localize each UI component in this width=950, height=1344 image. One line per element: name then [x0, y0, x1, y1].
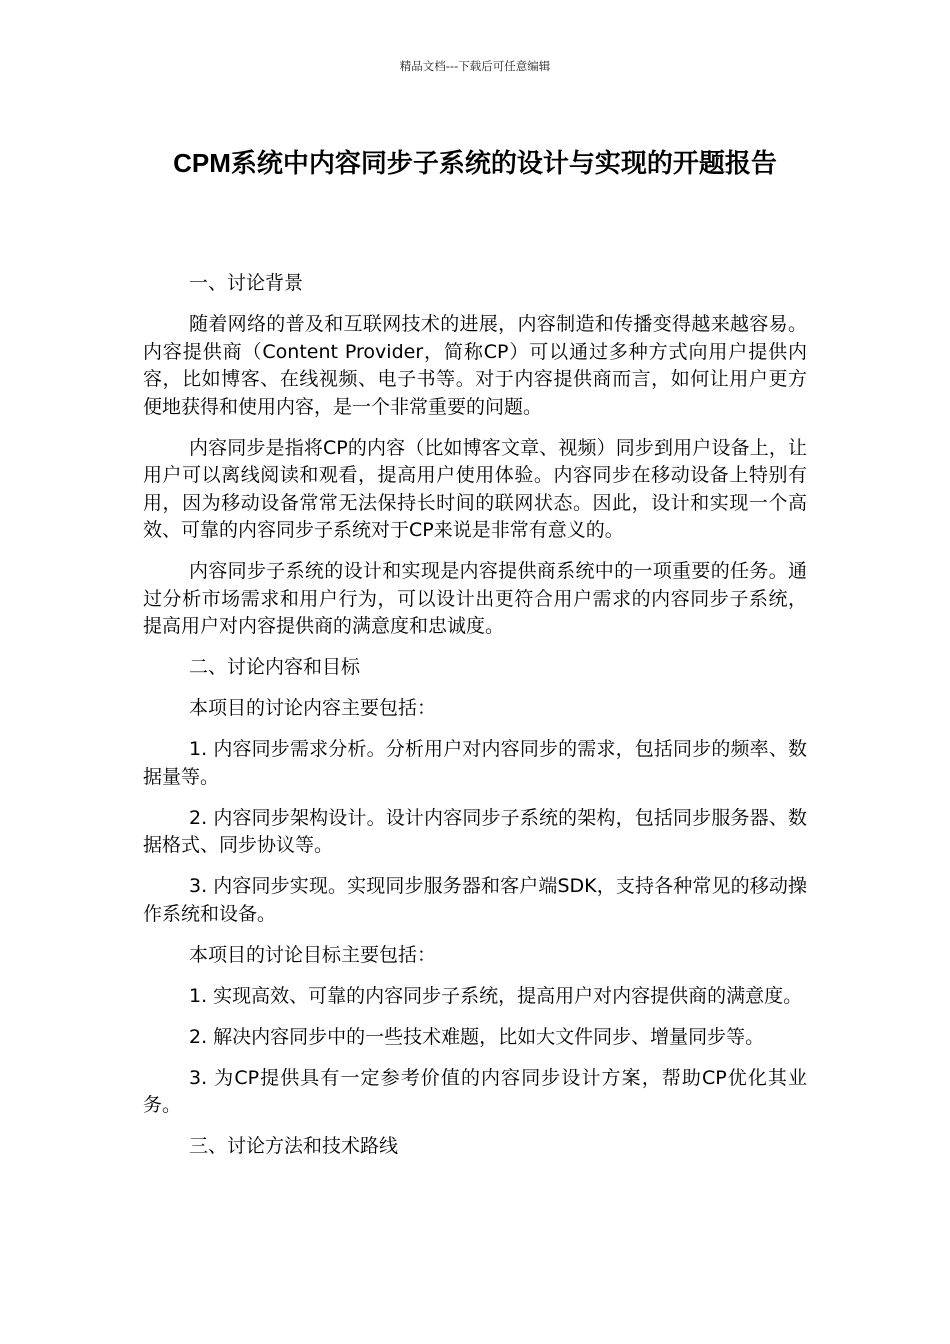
document-title: CPM系统中内容同步子系统的设计与实现的开题报告 [173, 148, 777, 178]
header-note: 精品文档---下载后可任意编辑 [399, 59, 551, 73]
document-body [143, 270, 807, 1174]
section-heading-content-goals: 二、讨论内容和目标 [189, 656, 361, 678]
list-item: 2. 内容同步架构设计。设计内容同步子系统的架构，包括同步服务器、数据格式、同步协议等。 [143, 806, 807, 856]
paragraph: 本项目的讨论内容主要包括： [189, 697, 437, 719]
paragraph: 本项目的讨论目标主要包括： [189, 943, 437, 966]
list-item: 3. 为CP提供具有一定参考价值的内容同步设计方案，帮助CP优化其业务。 [143, 1066, 807, 1116]
paragraph: 内容同步是指将CP的内容（比如博客文章、视频）同步到用户设备上，让用户可以离线阅读和观看，提高用户使用体验。内容同步在移动设备上特别有用，因为移动设备常常无法保持长时间的联网状态。因此，设计和实现一个高效、可靠的内容同步子系统对于CP来说是非常有意义的。 [143, 436, 807, 541]
list-item: 3. 内容同步实现。实现同步服务器和客户端SDK，支持各种常见的移动操作系统和设备。 [143, 875, 807, 925]
list-item: 1. 内容同步需求分析。分析用户对内容同步的需求，包括同步的频率、数据量等。 [143, 738, 807, 788]
list-item: 2. 解决内容同步中的一些技术难题，比如大文件同步、增量同步等。 [189, 1025, 765, 1048]
list-item: 1. 实现高效、可靠的内容同步子系统，提高用户对内容提供商的满意度。 [189, 984, 803, 1007]
section-heading-methods: 三、讨论方法和技术路线 [189, 1135, 399, 1157]
section-heading-background: 一、讨论背景 [189, 272, 304, 294]
paragraph: 内容同步子系统的设计和实现是内容提供商系统中的一项重要的任务。通过分析市场需求和用户行为，可以设计出更符合用户需求的内容同步子系统，提高用户对内容提供商的满意度和忠诚度。 [143, 560, 807, 637]
paragraph: 随着网络的普及和互联网技术的进展，内容制造和传播变得越来越容易。内容提供商（Content Provider，简称CP）可以通过多种方式向用户提供内容，比如博客、在线视频、电子书等。对于内容提供商而言，如何让用户更方便地获得和使用内容，是一个非常重要的问题。 [143, 313, 807, 418]
